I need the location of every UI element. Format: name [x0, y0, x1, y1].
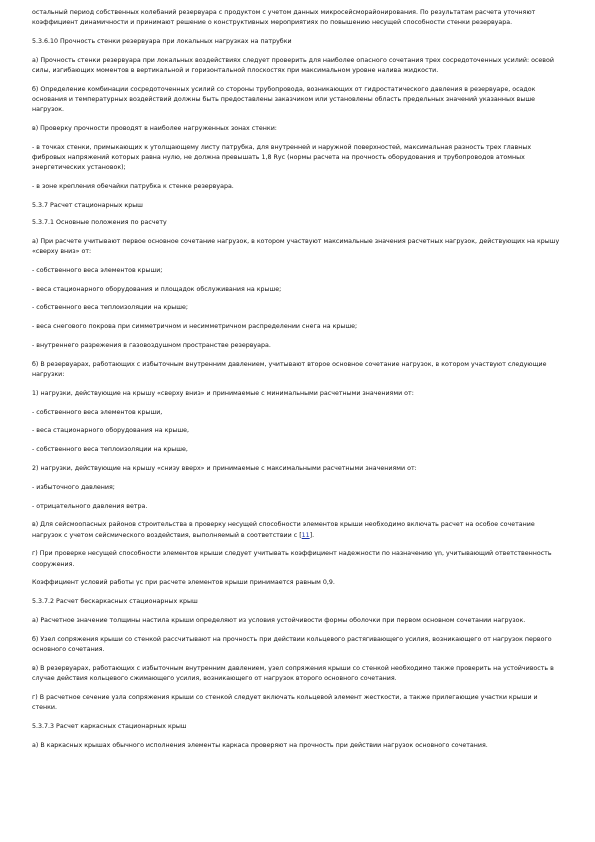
- paragraph: [32, 722, 563, 732]
- paragraph-text: остальный период собственных колебаний резервуара с продуктом с учетом данных микросейсморайонирования. По результатам расчета уточняют коэффициент динамичности и принимают решение о конструктивных мероприятиях по повышению несущей способности стенки резервуара.: [32, 9, 536, 27]
- paragraph: [32, 502, 563, 512]
- paragraph: [32, 124, 563, 134]
- paragraph: [32, 360, 563, 380]
- paragraph-text: - веса стационарного оборудования на крыше,: [32, 427, 189, 435]
- paragraph: [32, 664, 563, 684]
- paragraph-text-end: .: [312, 531, 315, 539]
- paragraph: [32, 741, 563, 751]
- paragraph-text: б) Узел сопряжения крыши со стенкой рассчитывают на прочность при действии кольцевого растягивающего усилия, возникающего от нагрузок первого основного сочетания.: [32, 635, 552, 653]
- paragraph-text: б) Определение комбинации сосредоточенных усилий со стороны трубопровода, возникающих от гидростатического давления в резервуаре, осадок основания и температурных воздействий должны быть предоставлены заказчиком или установлены область предельных значений указанных выше нагрузок.: [32, 85, 536, 114]
- paragraph-text: - веса стационарного оборудования и площадок обслуживания на крыше;: [32, 285, 282, 293]
- paragraph: [32, 285, 563, 295]
- paragraph-text: б) В резервуарах, работающих с избыточным внутренним давлением, учитывают второе основное сочетание нагрузок, в котором участвуют следующие нагрузки:: [32, 360, 547, 378]
- paragraph-text: в) Для сейсмоопасных районов строительства в проверку несущей способности элементов крыши необходимо включать расчет на особое сочетание нагрузок с учетом сейсмического воздействия, выполняемый в соответствии с: [32, 521, 535, 539]
- paragraph: [32, 182, 563, 192]
- paragraph-text: - отрицательного давления ветра.: [32, 502, 148, 510]
- paragraph: [32, 143, 563, 174]
- paragraph-text: а) Прочность стенки резервуара при локальных воздействиях следует проверить для наиболее опасного сочетания трех сосредоточенных усилий: осевой силы, изгибающих моментов в вертикальной и горизонтальной плоскостях при максимальном уровне налива жидкости.: [32, 56, 554, 74]
- paragraph: [32, 693, 563, 713]
- paragraph-text: г) При проверке несущей способности элементов крыши следует учитывать коэффициент надежности по назначению γn, учитывающий ответственность сооружения.: [32, 550, 552, 568]
- paragraph: [32, 597, 563, 607]
- paragraph-text: Коэффициент условий работы γc при расчете элементов крыши принимается равным 0,9.: [32, 579, 335, 587]
- paragraph: [32, 616, 563, 626]
- paragraph: [32, 464, 563, 474]
- paragraph-text: в) В резервуарах, работающих с избыточным внутренним давлением, узел сопряжения крыши со стенкой необходимо также проверить на устойчивость в случае действия кольцевого сжимающего усилия, возникающего от нагрузок второго основного сочетания.: [32, 664, 554, 682]
- paragraph: [32, 445, 563, 455]
- paragraph: [32, 322, 563, 332]
- paragraph-text: 1) нагрузки, действующие на крышу «сверху вниз» и принимаемые с минимальными расчетными значениями от:: [32, 389, 414, 397]
- paragraph-text: 5.3.6.10 Прочность стенки резервуара при локальных нагрузках на патрубки: [32, 38, 292, 45]
- paragraph-text: 2) нагрузки, действующие на крышу «снизу вверх» и принимаемые с максимальными расчетными значениями от:: [32, 464, 417, 472]
- paragraph-text: - внутреннего разрежения в газовоздушном пространстве резервуара.: [32, 341, 271, 349]
- paragraph: [32, 303, 563, 313]
- paragraph: [32, 85, 563, 116]
- paragraph-text: в) Проверку прочности проводят в наиболее нагруженных зонах стенки:: [32, 125, 277, 132]
- paragraph: [32, 8, 563, 28]
- section-heading: [32, 201, 563, 211]
- paragraph: в) Для сейсмоопасных районов строительства в проверку несущей способности элементов крыши необходимо включать расчет на особое сочетание нагрузок с учетом сейсмического воздействия, выполняемый в соответствии с [11].: [32, 521, 535, 539]
- paragraph: [32, 237, 563, 257]
- paragraph-text: - в точках стенки, примыкающих к утолщающему листу патрубка, для внутренней и наружной поверхностей, максимальная разность трех главных фибровых напряжений которых равна нулю, не должна превышать 1,8 Rуc (нормы расчета на прочность оборудования и трубопроводов атомных энергетических установок);: [32, 143, 532, 172]
- paragraph-text: - собственного веса элементов крыши;: [32, 266, 163, 274]
- paragraph-text: 5.3.7.3 Расчет каркасных стационарных крыш: [32, 722, 187, 730]
- paragraph: [32, 483, 563, 493]
- paragraph: [32, 266, 563, 276]
- paragraph-text: - веса снегового покрова при симметричном и несимметричном распределении снега на крыше;: [32, 323, 358, 331]
- paragraph-text: - в зоне крепления обечайки патрубка к стенке резервуара.: [32, 183, 234, 190]
- paragraph-text: - собственного веса теплоизоляции на крыше;: [32, 304, 188, 312]
- paragraph-text: г) В расчетное сечение узла сопряжения крыши со стенкой следует включать кольцевой элемент жесткости, а также прилегающие участки крыши и стенки.: [32, 693, 538, 711]
- paragraph-text: - собственного веса элементов крыши,: [32, 408, 163, 416]
- paragraph: [32, 37, 563, 47]
- paragraph: [32, 341, 563, 351]
- paragraph: [32, 635, 563, 655]
- paragraph: [32, 56, 563, 76]
- paragraph-text: а) При расчете учитывают первое основное сочетание нагрузок, в котором участвуют максимальные значения расчетных нагрузок, действующих на крышу «сверху вниз» от:: [32, 237, 560, 255]
- reference-link[interactable]: 11: [301, 531, 310, 539]
- paragraph: [32, 218, 563, 228]
- paragraph: [32, 408, 563, 418]
- paragraph-text: - избыточного давления;: [32, 483, 115, 491]
- document-body: [32, 8, 563, 751]
- paragraph-text: - собственного веса теплоизоляции на крыше,: [32, 446, 188, 454]
- paragraph: [32, 549, 563, 569]
- paragraph-text: а) В каркасных крышах обычного исполнения элементы каркаса проверяют на прочность при действии нагрузок основного сочетания.: [32, 741, 488, 749]
- paragraph-text: 5.3.7.1 Основные положения по расчету: [32, 219, 167, 226]
- paragraph: [32, 389, 563, 399]
- paragraph-text: а) Расчетное значение толщины настила крыши определяют из условия устойчивости формы оболочки при первом основном сочетании нагрузок.: [32, 616, 526, 624]
- paragraph: [32, 426, 563, 436]
- paragraph: [32, 578, 563, 588]
- paragraph-text: 5.3.7 Расчет стационарных крыш: [32, 201, 143, 209]
- paragraph-text: 5.3.7.2 Расчет бескаркасных стационарных крыш: [32, 598, 198, 606]
